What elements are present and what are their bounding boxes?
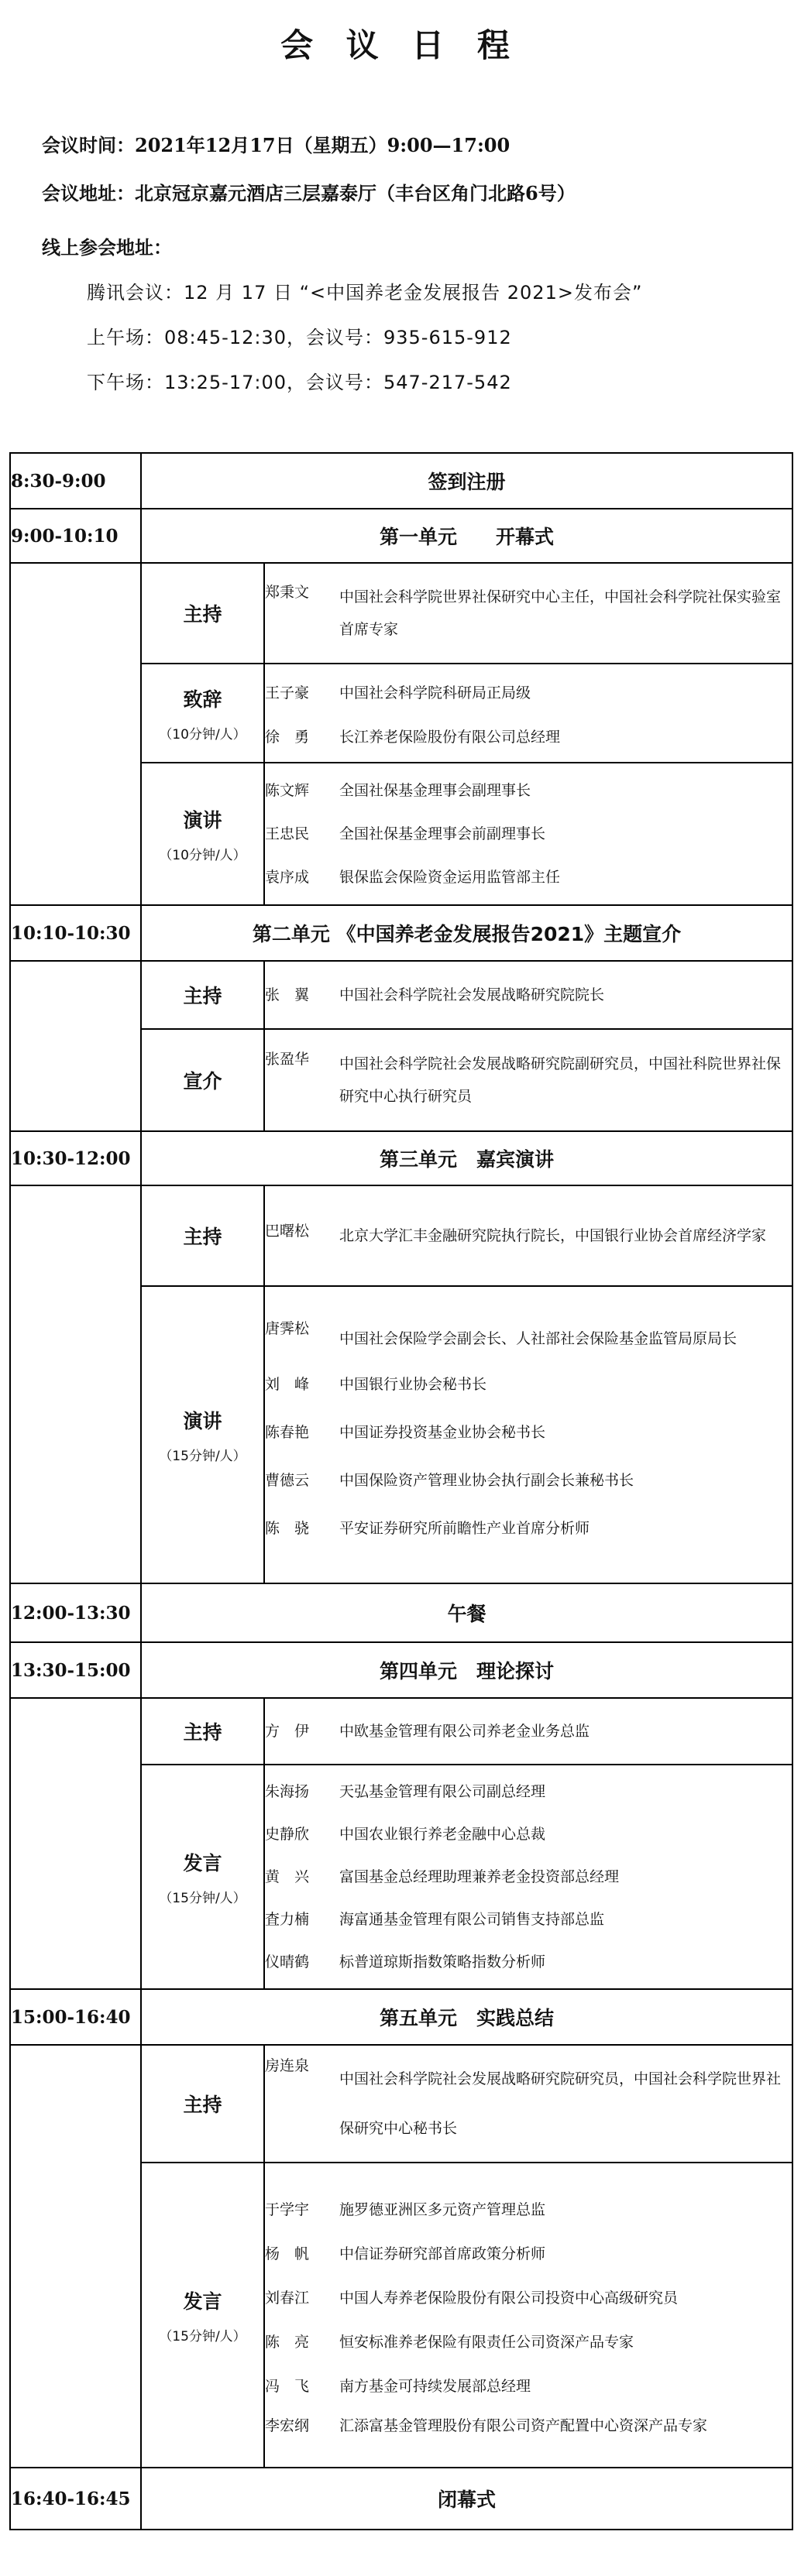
list-item: 方 伊 中欧基金管理有限公司养老金业务总监 (265, 1722, 590, 1740)
unit1-time: 9:00-10:10 (10, 509, 141, 563)
unit4-host-role: 主持 (141, 1698, 264, 1765)
unit3-talk-list (264, 1286, 792, 1583)
list-item: 刘 峰 中国银行业协会秘书长 (265, 1376, 487, 1393)
unit2-present-list (264, 1029, 792, 1131)
list-item: 杨 帆 中信证券研究部首席政策分析师 (265, 2245, 546, 2262)
registration-row (10, 453, 792, 509)
list-item: 陈春艳 中国证券投资基金业协会秘书长 (265, 1424, 546, 1441)
unit1-speech-role: 致辞 （10分钟/人） (141, 664, 264, 763)
meeting-place (42, 178, 576, 205)
unit3-talk-role: 演讲 （15分钟/人） (141, 1286, 264, 1583)
closing-row (10, 2468, 792, 2530)
list-item: 陈 亮 恒安标准养老保险有限责任公司资深产品专家 (265, 2333, 634, 2351)
afternoon-session-line: 下午场：13:25-17:00，会议号：547-217-542 (87, 372, 512, 393)
lunch-row (10, 1583, 792, 1642)
schedule-table (9, 452, 793, 2530)
list-item: 陈文辉 全国社保基金理事会副理事长 (265, 782, 531, 799)
meeting-time-value: 2021年12月17日（星期五）9:00—17:00 (135, 134, 511, 156)
unit1-talk-list (264, 763, 792, 905)
unit3-title: 第三单元 嘉宾演讲 (141, 1131, 792, 1185)
meeting-time (42, 130, 510, 157)
list-item: 徐 勇 长江养老保险股份有限公司总经理 (265, 729, 561, 746)
unit1-host-row (10, 563, 792, 664)
meeting-place-value: 北京冠京嘉元酒店三层嘉泰厅（丰台区角门北路6号） (135, 182, 576, 204)
list-item: 仪晴鹤 标普道琼斯指数策略指数分析师 (265, 1953, 546, 1971)
unit5-time-spacer (10, 2045, 141, 2468)
unit2-time: 10:10-10:30 (10, 905, 141, 961)
unit3-host-list (264, 1185, 792, 1286)
list-item: 朱海扬 天弘基金管理有限公司副总经理 (265, 1782, 546, 1800)
list-item: 袁序成 银保监会保险资金运用监管部主任 (265, 869, 561, 886)
unit4-title: 第四单元 理论探讨 (141, 1642, 792, 1698)
registration-title: 签到注册 (141, 453, 792, 509)
unit4-time-spacer (10, 1698, 141, 1989)
lunch-time: 12:00-13:30 (10, 1583, 141, 1642)
unit1-host-list (264, 563, 792, 664)
unit1-host-role: 主持 (141, 563, 264, 664)
lunch-title: 午餐 (141, 1583, 792, 1642)
unit5-title: 第五单元 实践总结 (141, 1989, 792, 2045)
unit1-title: 第一单元 开幕式 (141, 509, 792, 563)
unit4-host-row (10, 1698, 792, 1765)
unit3-host-row (10, 1185, 792, 1286)
unit5-host-role: 主持 (141, 2045, 264, 2163)
list-item: 王子豪 中国社会科学院科研局正局级 (265, 684, 531, 701)
list-item: 李宏纲 汇添富基金管理股份有限公司资产配置中心资深产品专家 (265, 2417, 708, 2434)
unit5-time: 15:00-16:40 (10, 1989, 141, 2045)
unit1-speech-list (264, 664, 792, 763)
unit1-time-spacer (10, 563, 141, 905)
list-item: 曹德云 中国保险资产管理业协会执行副会长兼秘书长 (265, 1472, 634, 1489)
unit2-host-list (264, 961, 792, 1029)
list-item: 于学宇 施罗德亚洲区多元资产管理总监 (265, 2200, 546, 2218)
meeting-place-label: 会议地址： (42, 182, 135, 204)
unit5-header-row (10, 1989, 792, 2045)
unit4-speak-role: 发言 （15分钟/人） (141, 1765, 264, 1989)
unit4-header-row (10, 1642, 792, 1698)
list-item: 巴曙松 北京大学汇丰金融研究院执行院长，中国银行业协会首席经济学家 (265, 1223, 767, 1244)
unit3-header-row (10, 1131, 792, 1185)
unit2-host-row (10, 961, 792, 1029)
unit2-title: 第二单元 《中国养老金发展报告2021》主题宣介 (141, 905, 792, 961)
unit5-speak-list (264, 2163, 792, 2468)
unit5-host-row (10, 2045, 792, 2163)
list-item: 冯 飞 南方基金可持续发展部总经理 (265, 2377, 531, 2395)
list-item: 张盈华 中国社会科学院社会发展战略研究院副研究员，中国社科院世界社保研究中心执行研究员 (265, 1051, 782, 1105)
unit5-host-list (264, 2045, 792, 2163)
list-item: 刘春江 中国人寿养老保险股份有限公司投资中心高级研究员 (265, 2289, 679, 2307)
unit3-time: 10:30-12:00 (10, 1131, 141, 1185)
unit4-speak-list (264, 1765, 792, 1989)
unit4-host-list (264, 1698, 792, 1765)
unit5-speak-role: 发言 （15分钟/人） (141, 2163, 264, 2468)
unit2-host-role: 主持 (141, 961, 264, 1029)
list-item: 陈 骁 平安证券研究所前瞻性产业首席分析师 (265, 1520, 590, 1537)
list-item: 王忠民 全国社保基金理事会前副理事长 (265, 825, 546, 842)
morning-session-line: 上午场：08:45-12:30，会议号：935-615-912 (87, 327, 512, 348)
unit3-host-role: 主持 (141, 1185, 264, 1286)
list-item: 史静欣 中国农业银行养老金融中心总裁 (265, 1825, 546, 1843)
unit4-time: 13:30-15:00 (10, 1642, 141, 1698)
list-item: 房连泉 中国社会科学院社会发展战略研究院研究员，中国社会科学院世界社保研究中心秘书长 (265, 2057, 782, 2137)
unit2-present-role: 宣介 (141, 1029, 264, 1131)
closing-title: 闭幕式 (141, 2468, 792, 2530)
unit2-time-spacer (10, 961, 141, 1131)
list-item: 黄 兴 富国基金总经理助理兼养老金投资部总经理 (265, 1868, 620, 1885)
unit1-header-row (10, 509, 792, 563)
page-title: 会 议 日 程 (280, 26, 521, 64)
registration-time: 8:30-9:00 (10, 453, 141, 509)
closing-time: 16:40-16:45 (10, 2468, 141, 2530)
online-label: 线上参会地址： (42, 236, 172, 259)
unit3-time-spacer (10, 1185, 141, 1583)
unit2-header-row (10, 905, 792, 961)
meeting-time-label: 会议时间： (42, 134, 135, 156)
list-item: 郑秉文 中国社会科学院世界社保研究中心主任，中国社会科学院社保实验室首席专家 (265, 584, 782, 638)
list-item: 唐霁松 中国社会保险学会副会长、人社部社会保险基金监管局原局长 (265, 1320, 737, 1347)
tencent-meeting-line: 腾讯会议：12 月 17 日 “<中国养老金发展报告 2021>发布会” (87, 282, 643, 304)
unit1-talk-role: 演讲 （10分钟/人） (141, 763, 264, 905)
list-item: 张 翼 中国社会科学院社会发展战略研究院院长 (265, 986, 605, 1003)
list-item: 査力楠 海富通基金管理有限公司销售支持部总监 (265, 1910, 605, 1928)
